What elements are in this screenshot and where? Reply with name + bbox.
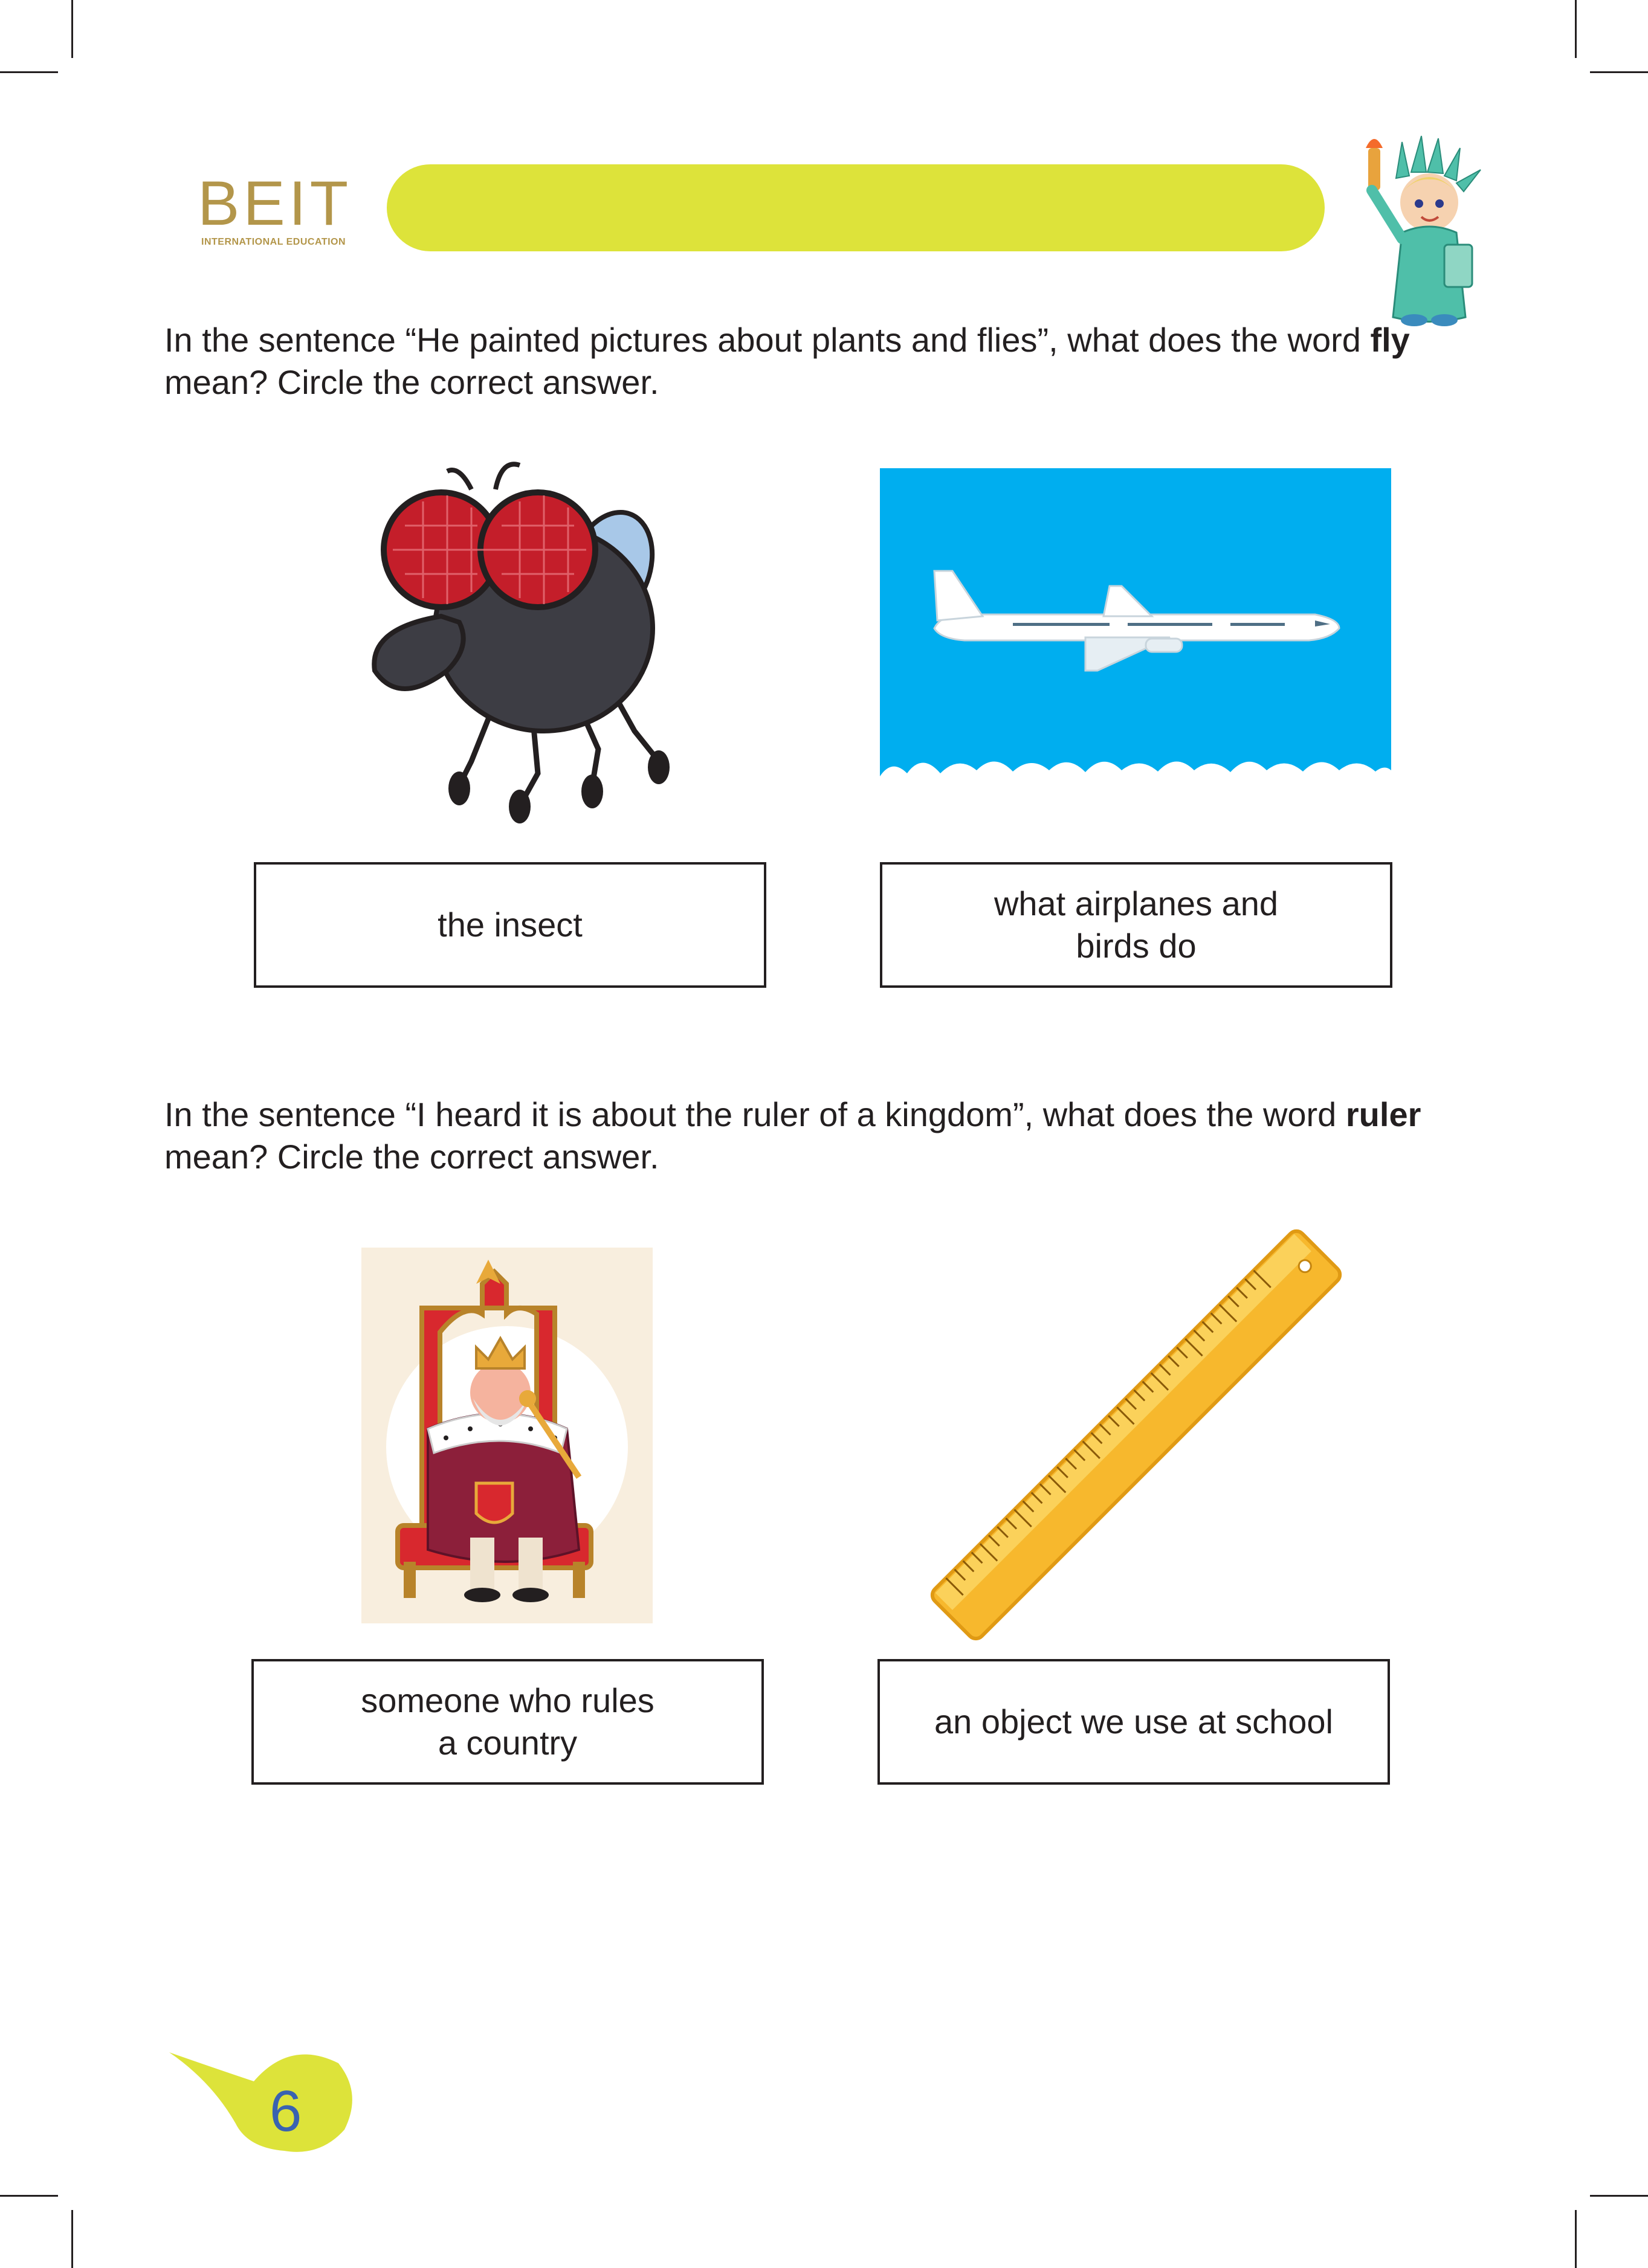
question-1-keyword: fly [1370, 321, 1410, 359]
crop-mark [1590, 71, 1648, 73]
measuring-ruler-icon[interactable] [943, 1245, 1330, 1625]
page-number-badge [163, 2045, 357, 2154]
answer-option-what-airplanes-do[interactable]: what airplanes and birds do [880, 862, 1392, 988]
crop-mark [1575, 0, 1577, 58]
statue-of-liberty-mascot-icon [1354, 136, 1493, 329]
question-2-keyword: ruler [1345, 1095, 1421, 1133]
crop-mark [71, 0, 73, 58]
brand-logo: BEIT [198, 169, 352, 239]
question-2-intro: In the sentence “I heard it is about the ruler of a kingdom”, what does the word [164, 1095, 1346, 1133]
header-banner [387, 164, 1325, 251]
question-1-outro: mean? Circle the correct answer. [164, 363, 659, 401]
crop-mark [1590, 2195, 1648, 2197]
crop-mark [0, 2195, 58, 2197]
answer-option-someone-who-rules[interactable]: someone who rules a country [251, 1659, 764, 1785]
crop-mark [1575, 2210, 1577, 2268]
king-on-throne-icon[interactable] [361, 1248, 653, 1623]
question-2-outro: mean? Circle the correct answer. [164, 1138, 659, 1176]
question-1-text [164, 319, 1494, 404]
airplane-in-sky-icon[interactable] [880, 468, 1391, 808]
question-2-text [164, 1094, 1494, 1178]
page-number: 6 [270, 2079, 302, 2144]
question-1-intro: In the sentence “He painted pictures about plants and flies”, what does the word [164, 321, 1371, 359]
crop-mark [71, 2210, 73, 2268]
fly-insect-icon[interactable] [351, 447, 671, 828]
crop-mark [0, 71, 58, 73]
brand-subtitle: INTERNATIONAL EDUCATION [201, 237, 346, 247]
answer-option-the-insect[interactable]: the insect [254, 862, 766, 988]
answer-option-school-object[interactable]: an object we use at school [877, 1659, 1390, 1785]
